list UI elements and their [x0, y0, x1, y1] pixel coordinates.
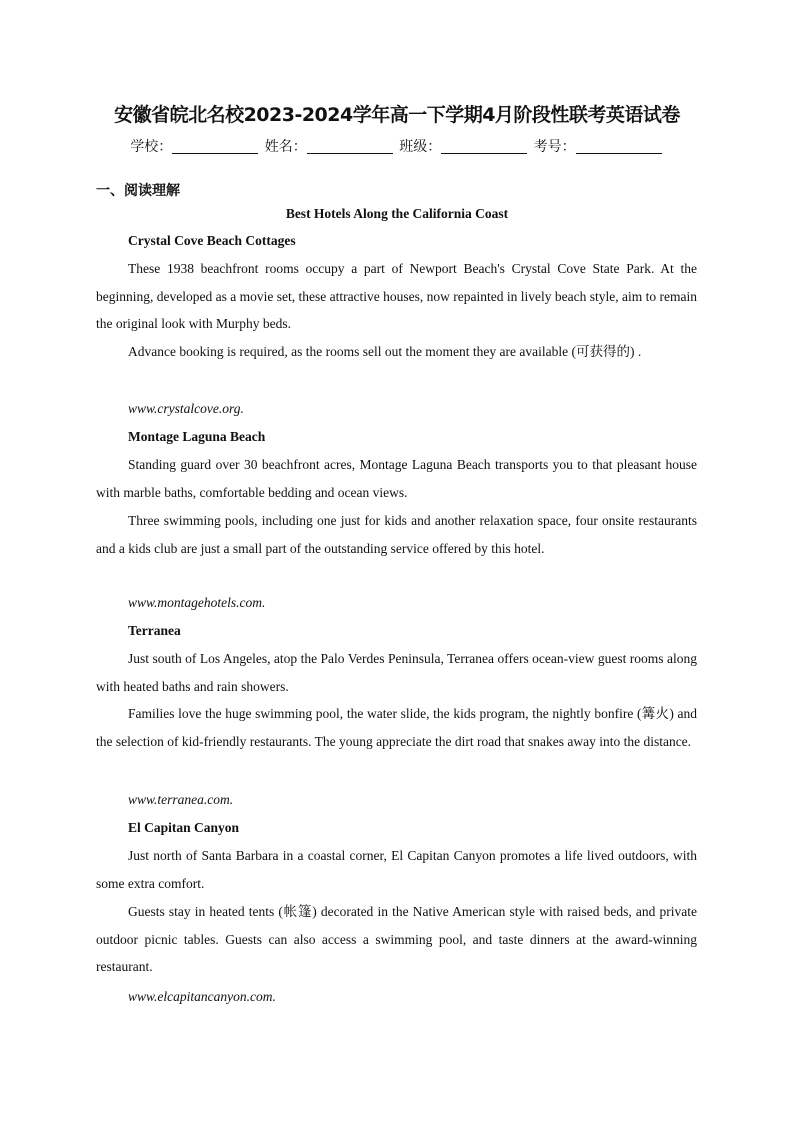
hotel-paragraph: Families love the huge swimming pool, the water slide, the kids program, the nightly bonfire (篝火) and the selection of kid-friendly restaurants. The young appreciate the dirt road that snakes away into the distance.: [96, 706, 697, 749]
exam-number-blank[interactable]: [576, 139, 662, 154]
name-blank[interactable]: [307, 139, 393, 154]
hotel-url: www.montagehotels.com.: [128, 595, 266, 610]
hotel-paragraph: Guests stay in heated tents (帐篷) decorated in the Native American style with raised beds, and private outdoor picnic tables. Guests can also access a swimming pool, and taste dinners at the award-winning restaurant.: [96, 904, 697, 974]
school-label: 学校：: [130, 139, 173, 155]
hotel-paragraph: Just north of Santa Barbara in a coastal corner, El Capitan Canyon promotes a life lived outdoors, with some extra comfort.: [96, 848, 697, 891]
student-info-line: [0, 136, 794, 156]
hotel-name: Terranea: [128, 623, 181, 638]
hotel-paragraph: Three swimming pools, including one just for kids and another relaxation space, four onsite restaurants and a kids club are just a small part of the outstanding service offered by this hotel.: [96, 513, 697, 556]
class-blank[interactable]: [441, 139, 527, 154]
hotel-url: www.terranea.com.: [128, 792, 234, 807]
name-label: 姓名：: [264, 139, 307, 155]
exam-number-label: 考号：: [533, 139, 576, 155]
hotel-paragraph: These 1938 beachfront rooms occupy a part of Newport Beach's Crystal Cove State Park. At the beginning, developed as a movie set, these attractive houses, now repainted in lively beach style, aim to remain the original look with Murphy beds.: [96, 261, 697, 331]
hotel-paragraph: Advance booking is required, as the rooms sell out the moment they are available (可获得的) .: [128, 344, 642, 359]
hotel-paragraph: Just south of Los Angeles, atop the Palo Verdes Peninsula, Terranea offers ocean-view guest rooms along with heated baths and rain showers.: [96, 651, 697, 694]
section-title: 一、阅读理解: [96, 183, 180, 199]
passage-title: Best Hotels Along the California Coast: [285, 206, 509, 221]
class-label: 班级：: [399, 139, 442, 155]
hotel-paragraph: Standing guard over 30 beachfront acres, Montage Laguna Beach transports you to that pleasant house with marble baths, comfortable bedding and ocean views.: [96, 457, 697, 500]
school-blank[interactable]: [172, 139, 258, 154]
hotel-name: Montage Laguna Beach: [128, 429, 266, 444]
hotel-name: Crystal Cove Beach Cottages: [128, 233, 296, 248]
hotel-url: www.elcapitancanyon.com.: [128, 989, 276, 1004]
hotel-url: www.crystalcove.org.: [128, 401, 244, 416]
exam-title: 安徽省皖北名校2023-2024学年高一下学期4月阶段性联考英语试卷: [114, 104, 680, 126]
hotel-name: El Capitan Canyon: [128, 820, 240, 835]
